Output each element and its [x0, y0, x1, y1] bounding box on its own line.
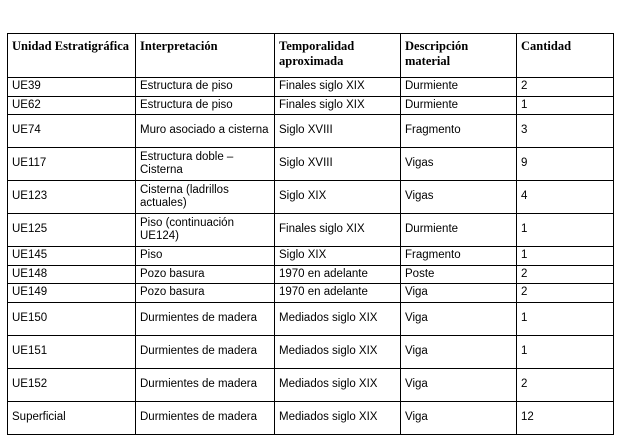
column-header-temporalidad: Temporalidad aproximada — [275, 34, 401, 78]
cell-temporalidad: Finales siglo XIX — [275, 78, 401, 97]
cell-cantidad: 2 — [517, 78, 614, 97]
cell-interpretacion: Durmientes de madera — [136, 335, 275, 368]
table-row — [8, 181, 614, 214]
cell-descripcion-material: Durmiente — [401, 96, 517, 115]
table-row — [8, 284, 614, 303]
cell-unidad-estratigrafica: UE148 — [8, 265, 136, 284]
table-header-row — [8, 34, 614, 78]
table-row — [8, 368, 614, 401]
cell-interpretacion: Durmientes de madera — [136, 368, 275, 401]
table-row — [8, 115, 614, 148]
cell-interpretacion: Cisterna (ladrillos actuales) — [136, 181, 275, 214]
cell-interpretacion: Pozo basura — [136, 265, 275, 284]
cell-cantidad: 2 — [517, 265, 614, 284]
cell-descripcion-material: Viga — [401, 368, 517, 401]
cell-unidad-estratigrafica: Superficial — [8, 401, 136, 434]
cell-cantidad: 2 — [517, 284, 614, 303]
cell-cantidad: 9 — [517, 148, 614, 181]
column-header-interpretacion: Interpretación — [136, 34, 275, 78]
table-row — [8, 148, 614, 181]
cell-interpretacion: Estructura doble – Cisterna — [136, 148, 275, 181]
table-row — [8, 96, 614, 115]
table-row — [8, 335, 614, 368]
table-body — [8, 78, 614, 435]
cell-temporalidad: Siglo XIX — [275, 247, 401, 266]
cell-descripcion-material: Fragmento — [401, 115, 517, 148]
cell-temporalidad: Siglo XIX — [275, 181, 401, 214]
cell-descripcion-material: Viga — [401, 302, 517, 335]
cell-unidad-estratigrafica: UE149 — [8, 284, 136, 303]
cell-temporalidad: Siglo XVIII — [275, 148, 401, 181]
column-header-descripcion-material: Descripción material — [401, 34, 517, 78]
table-row — [8, 265, 614, 284]
cell-descripcion-material: Vigas — [401, 148, 517, 181]
cell-unidad-estratigrafica: UE145 — [8, 247, 136, 266]
column-header-unidad-estratigrafica: Unidad Estratigráfica — [8, 34, 136, 78]
cell-descripcion-material: Durmiente — [401, 78, 517, 97]
cell-cantidad: 1 — [517, 96, 614, 115]
cell-cantidad: 1 — [517, 247, 614, 266]
cell-descripcion-material: Viga — [401, 335, 517, 368]
cell-cantidad: 2 — [517, 368, 614, 401]
table-row — [8, 247, 614, 266]
cell-unidad-estratigrafica: UE150 — [8, 302, 136, 335]
cell-cantidad: 4 — [517, 181, 614, 214]
cell-cantidad: 1 — [517, 214, 614, 247]
cell-unidad-estratigrafica: UE39 — [8, 78, 136, 97]
cell-unidad-estratigrafica: UE74 — [8, 115, 136, 148]
cell-descripcion-material: Poste — [401, 265, 517, 284]
table-row — [8, 214, 614, 247]
cell-interpretacion: Estructura de piso — [136, 96, 275, 115]
cell-descripcion-material: Durmiente — [401, 214, 517, 247]
cell-temporalidad: Siglo XVIII — [275, 115, 401, 148]
cell-temporalidad: 1970 en adelante — [275, 265, 401, 284]
cell-unidad-estratigrafica: UE117 — [8, 148, 136, 181]
cell-temporalidad: Mediados siglo XIX — [275, 401, 401, 434]
cell-temporalidad: Mediados siglo XIX — [275, 335, 401, 368]
cell-unidad-estratigrafica: UE125 — [8, 214, 136, 247]
cell-cantidad: 12 — [517, 401, 614, 434]
cell-cantidad: 1 — [517, 335, 614, 368]
cell-interpretacion: Pozo basura — [136, 284, 275, 303]
cell-temporalidad: 1970 en adelante — [275, 284, 401, 303]
cell-cantidad: 1 — [517, 302, 614, 335]
cell-temporalidad: Mediados siglo XIX — [275, 368, 401, 401]
cell-interpretacion: Durmientes de madera — [136, 401, 275, 434]
table-row — [8, 78, 614, 97]
cell-descripcion-material: Viga — [401, 401, 517, 434]
cell-interpretacion: Durmientes de madera — [136, 302, 275, 335]
cell-unidad-estratigrafica: UE123 — [8, 181, 136, 214]
cell-unidad-estratigrafica: UE152 — [8, 368, 136, 401]
table-row — [8, 401, 614, 434]
column-header-cantidad: Cantidad — [517, 34, 614, 78]
cell-descripcion-material: Fragmento — [401, 247, 517, 266]
cell-temporalidad: Mediados siglo XIX — [275, 302, 401, 335]
unidades-estratigraficas-table — [7, 33, 614, 435]
cell-interpretacion: Piso (continuación UE124) — [136, 214, 275, 247]
cell-temporalidad: Finales siglo XIX — [275, 96, 401, 115]
cell-interpretacion: Piso — [136, 247, 275, 266]
cell-descripcion-material: Vigas — [401, 181, 517, 214]
cell-interpretacion: Muro asociado a cisterna — [136, 115, 275, 148]
cell-cantidad: 3 — [517, 115, 614, 148]
table-row — [8, 302, 614, 335]
cell-interpretacion: Estructura de piso — [136, 78, 275, 97]
cell-temporalidad: Finales siglo XIX — [275, 214, 401, 247]
cell-unidad-estratigrafica: UE62 — [8, 96, 136, 115]
cell-descripcion-material: Viga — [401, 284, 517, 303]
cell-unidad-estratigrafica: UE151 — [8, 335, 136, 368]
table-header — [8, 34, 614, 78]
